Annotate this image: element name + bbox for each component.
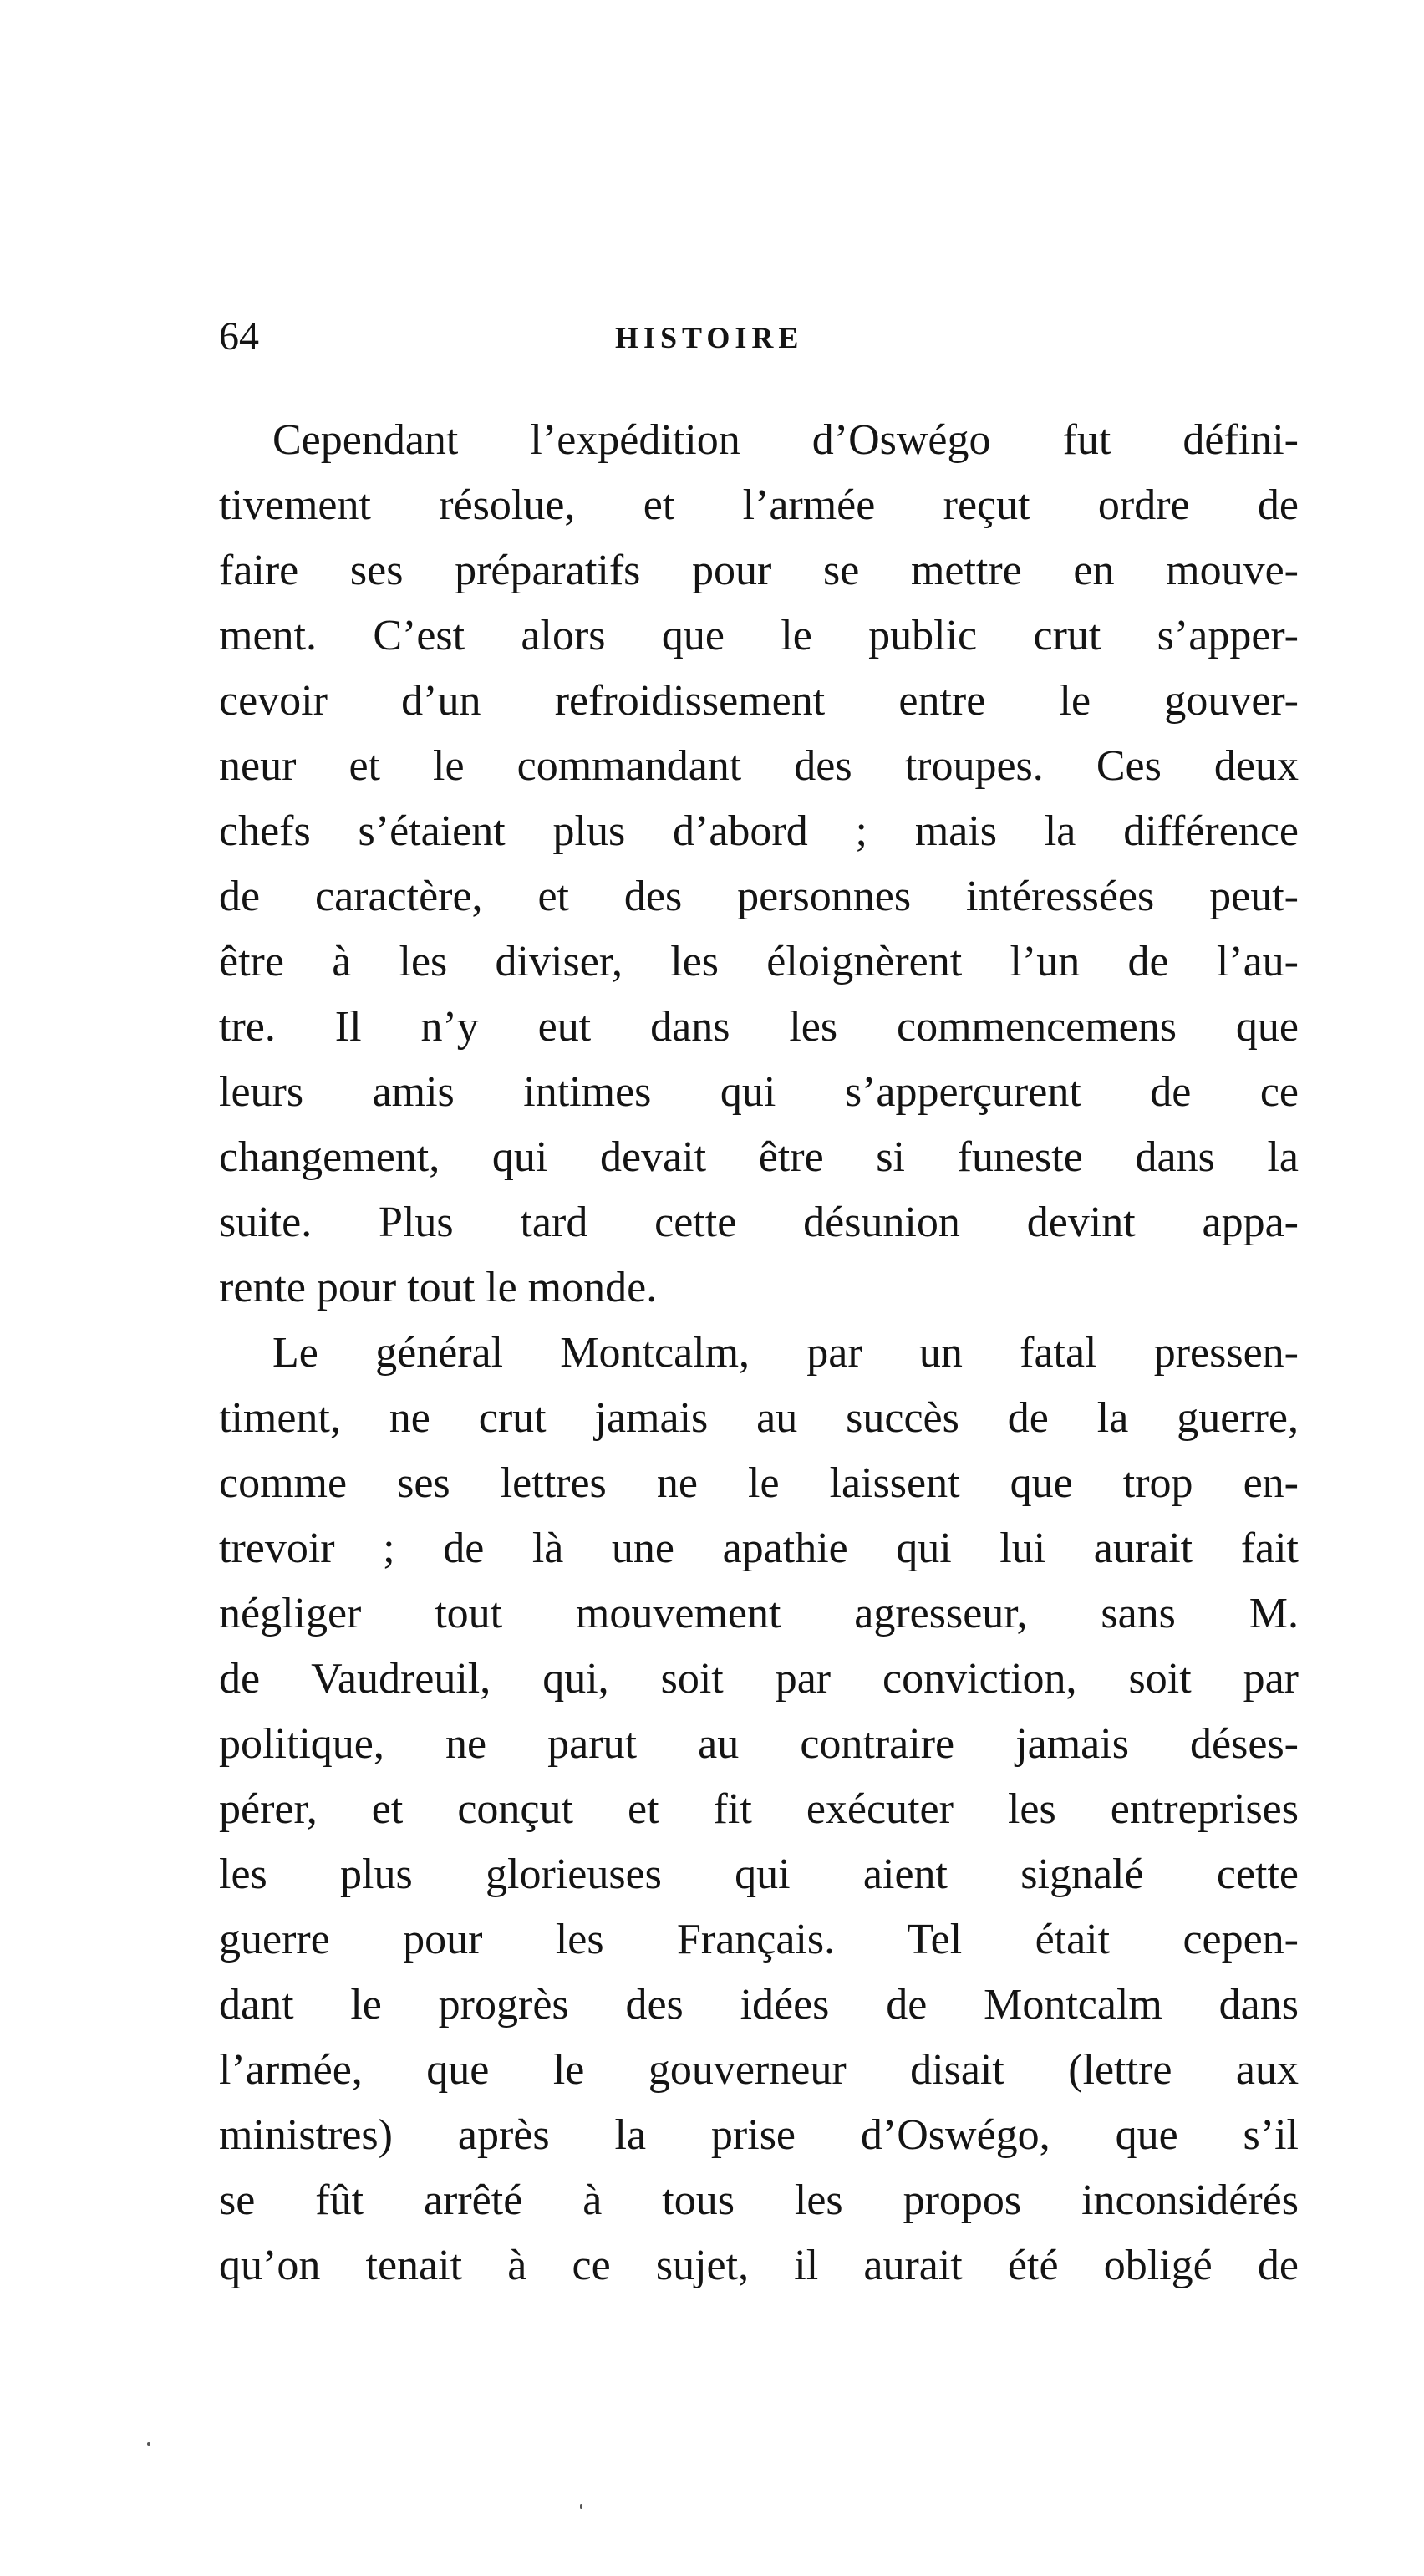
text-line: faire ses préparatifs pour se mettre en mouve-	[219, 547, 1299, 594]
text-line: leurs amis intimes qui s’apperçurent de ce	[219, 1068, 1299, 1116]
speck-mark	[147, 2442, 150, 2446]
text-line: trevoir ; de là une apathie qui lui aurait fait	[219, 1525, 1299, 1572]
text-line: de caractère, et des personnes intéressées peut-	[219, 873, 1299, 920]
text-line: les plus glorieuses qui aient signalé cette	[219, 1851, 1299, 1898]
text-line: changement, qui devait être si funeste dans la	[219, 1133, 1299, 1181]
running-title: HISTOIRE	[615, 321, 804, 354]
text-line: ministres) après la prise d’Oswégo, que s’il	[219, 2111, 1299, 2159]
running-header	[219, 308, 1299, 366]
text-line: l’armée, que le gouverneur disait (lettre aux	[219, 2046, 1299, 2094]
text-line: rente pour tout le monde.	[219, 1264, 658, 1311]
body-text	[219, 408, 1299, 2299]
text-line: suite. Plus tard cette désunion devint appa-	[219, 1199, 1299, 1246]
text-line: guerre pour les Français. Tel était cepen-	[219, 1916, 1299, 1963]
text-line: Le général Montcalm, par un fatal pressen-	[272, 1329, 1299, 1377]
text-line: chefs s’étaient plus d’abord ; mais la différence	[219, 807, 1299, 855]
text-line: tre. Il n’y eut dans les commencemens que	[219, 1003, 1299, 1051]
text-line: comme ses lettres ne le laissent que trop en-	[219, 1459, 1299, 1507]
text-line: politique, ne parut au contraire jamais déses-	[219, 1720, 1299, 1768]
page-number: 64	[219, 314, 259, 359]
text-line: tivement résolue, et l’armée reçut ordre de	[219, 481, 1299, 529]
text-line: qu’on tenait à ce sujet, il aurait été obligé de	[219, 2242, 1299, 2289]
text-line: se fût arrêté à tous les propos inconsidérés	[219, 2176, 1299, 2224]
speck-mark	[580, 2504, 582, 2509]
text-line: négliger tout mouvement agresseur, sans M.	[219, 1590, 1299, 1637]
text-line: être à les diviser, les éloignèrent l’un de l’au-	[219, 938, 1299, 985]
text-line: ment. C’est alors que le public crut s’apper-	[219, 612, 1299, 659]
text-line: neur et le commandant des troupes. Ces deux	[219, 742, 1299, 790]
text-line: pérer, et conçut et fit exécuter les entreprises	[219, 1785, 1299, 1833]
text-line: Cependant l’expédition d’Oswégo fut défini-	[272, 416, 1299, 464]
text-line: cevoir d’un refroidissement entre le gouver-	[219, 677, 1299, 725]
text-line: timent, ne crut jamais au succès de la guerre,	[219, 1394, 1299, 1442]
text-line: dant le progrès des idées de Montcalm dans	[219, 1981, 1299, 2029]
text-line: de Vaudreuil, qui, soit par conviction, soit par	[219, 1655, 1299, 1703]
